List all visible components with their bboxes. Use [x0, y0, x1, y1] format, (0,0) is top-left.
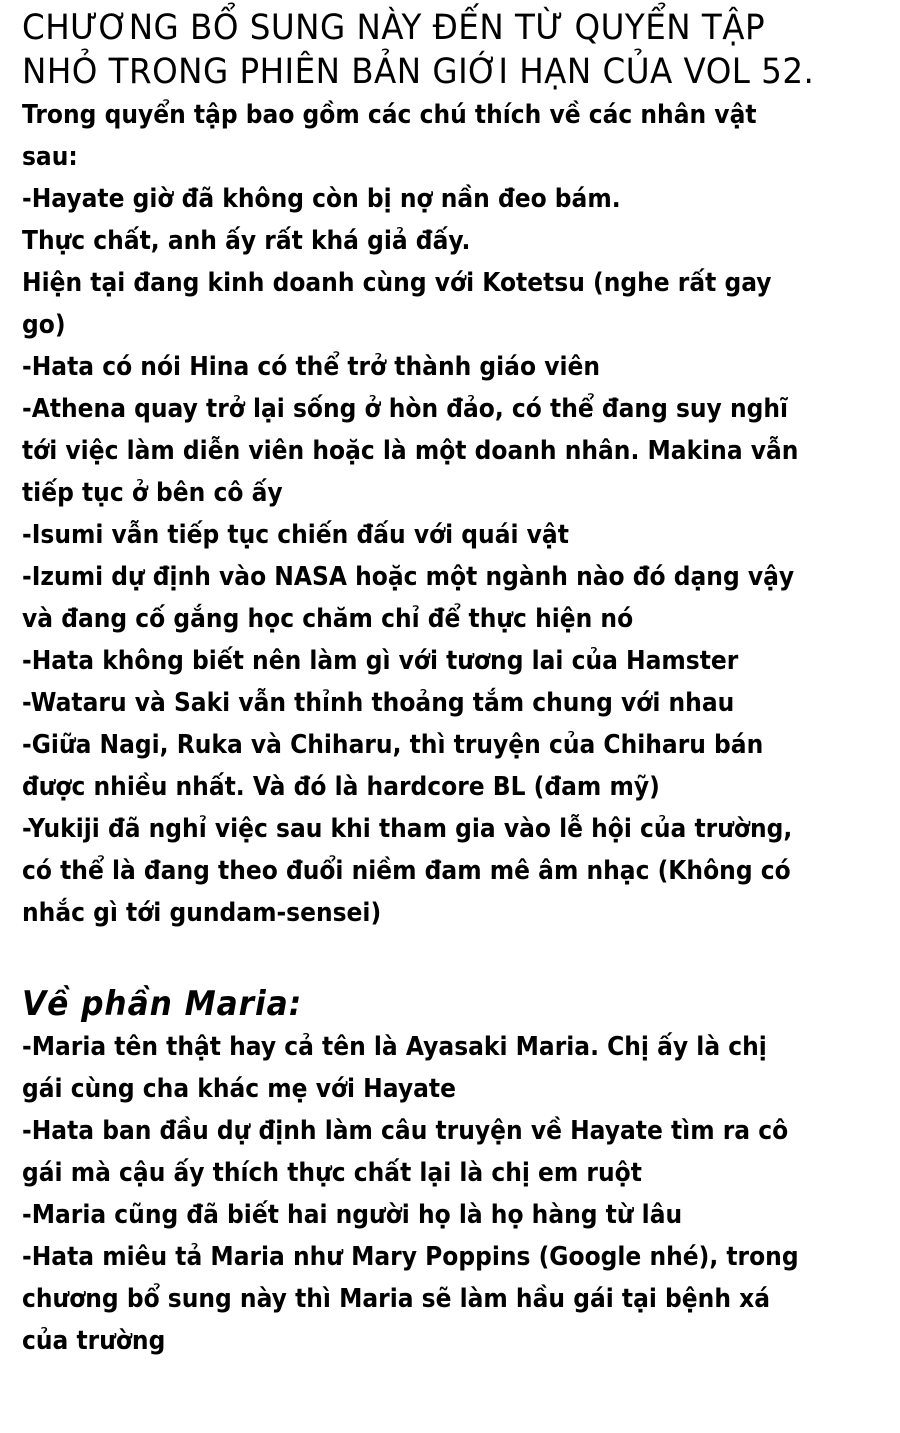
note-line: -Hata không biết nên làm gì với tương lai của Hamster	[22, 646, 739, 676]
character-notes	[22, 94, 870, 934]
maria-note-line: chương bổ sung này thì Maria sẽ làm hầu gái tại bệnh xá	[22, 1284, 771, 1314]
note-line: Hiện tại đang kinh doanh cùng với Kotetsu (nghe rất gay	[22, 268, 772, 298]
maria-note-line: gái cùng cha khác mẹ với Hayate	[22, 1074, 456, 1104]
note-line: tới việc làm diễn viên hoặc là một doanh nhân. Makina vẫn	[22, 436, 799, 466]
note-line: -Izumi dự định vào NASA hoặc một ngành nào đó dạng vậy	[22, 562, 795, 592]
note-line: -Wataru và Saki vẫn thỉnh thoảng tắm chung với nhau	[22, 688, 735, 718]
maria-section-heading: Về phần Maria:	[22, 984, 303, 1024]
maria-note-line: -Maria cũng đã biết hai người họ là họ hàng từ lâu	[22, 1200, 683, 1230]
note-line: có thể là đang theo đuổi niềm đam mê âm nhạc (Không có	[22, 856, 791, 886]
note-line: tiếp tục ở bên cô ấy	[22, 478, 283, 508]
note-line: -Hata có nói Hina có thể trở thành giáo viên	[22, 352, 600, 382]
note-line: được nhiều nhất. Và đó là hardcore BL (đam mỹ)	[22, 772, 660, 802]
maria-note-line: -Maria tên thật hay cả tên là Ayasaki Maria. Chị ấy là chị	[22, 1032, 767, 1062]
maria-note-line: của trường	[22, 1326, 166, 1356]
maria-note-line: gái mà cậu ấy thích thực chất lại là chị em ruột	[22, 1158, 642, 1188]
note-line: và đang cố gắng học chăm chỉ để thực hiện nó	[22, 604, 634, 634]
note-line: -Yukiji đã nghỉ việc sau khi tham gia vào lễ hội của trường,	[22, 814, 793, 844]
note-line: -Isumi vẫn tiếp tục chiến đấu với quái vật	[22, 520, 569, 550]
note-line: -Hayate giờ đã không còn bị nợ nần đeo bám.	[22, 184, 621, 214]
maria-note-line: -Hata ban đầu dự định làm câu truyện về Hayate tìm ra cô	[22, 1116, 789, 1146]
note-line: go)	[22, 310, 66, 340]
note-line: sau:	[22, 142, 78, 172]
maria-notes	[22, 1026, 870, 1362]
note-line: nhắc gì tới gundam-sensei)	[22, 898, 382, 928]
maria-note-line: -Hata miêu tả Maria như Mary Poppins (Google nhé), trong	[22, 1242, 799, 1272]
title-line: CHƯƠNG BỔ SUNG NÀY ĐẾN TỪ QUYỂN TẬP	[22, 8, 766, 48]
note-line: -Giữa Nagi, Ruka và Chiharu, thì truyện của Chiharu bán	[22, 730, 764, 760]
title-line: NHỎ TRONG PHIÊN BẢN GIỚI HẠN CỦA VOL 52.	[22, 52, 815, 92]
note-line: Thực chất, anh ấy rất khá giả đấy.	[22, 226, 471, 256]
note-line: Trong quyển tập bao gồm các chú thích về các nhân vật	[22, 100, 757, 130]
note-line: -Athena quay trở lại sống ở hòn đảo, có thể đang suy nghĩ	[22, 394, 789, 424]
page-title	[22, 6, 870, 94]
